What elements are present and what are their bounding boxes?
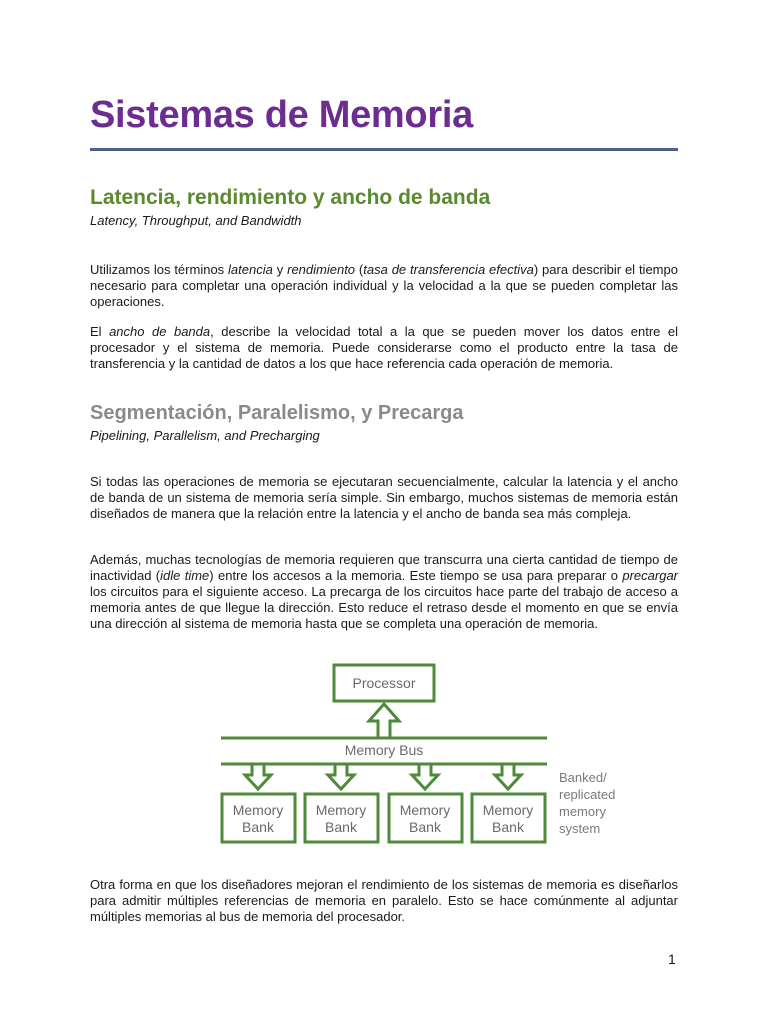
memory-bank-label-4a: Memory (482, 802, 534, 818)
section-subtitle-pipelining: Pipelining, Parallelism, and Precharging (90, 428, 320, 443)
processor-up-arrow (369, 704, 399, 737)
paragraph-latency-terms (90, 262, 678, 310)
memory-bank-label-3a: Memory (399, 802, 451, 818)
term-idle-time: idle time (160, 568, 210, 583)
memory-bank-label-1b: Bank (242, 819, 274, 835)
memory-bank-box-2 (305, 794, 378, 842)
memory-bus-label: Memory Bus (344, 742, 424, 758)
page-title: Sistemas de Memoria (90, 94, 473, 136)
section-heading-latency: Latencia, rendimiento y ancho de banda (90, 186, 491, 209)
memory-bank-box-1 (222, 794, 295, 842)
term-rendimiento: rendimiento (287, 262, 356, 277)
memory-bank-label-2b: Bank (325, 819, 357, 835)
bank-down-arrow-1 (245, 765, 271, 789)
page-number: 1 (668, 951, 676, 967)
text-run: , describe la velocidad total a la que se pueden mover los datos entre el procesador y el sistema de memoria. Puede considerarse como el producto entre la tasa de transferencia y la cantidad de datos a los que hace referencia cada operación de memoria. (90, 324, 678, 371)
term-tasa: tasa de transferencia efectiva (363, 262, 534, 277)
memory-bank-box-4 (472, 794, 545, 842)
text-run: Utilizamos los términos (90, 262, 229, 277)
paragraph-bandwidth (90, 324, 678, 372)
paragraph-sequential: Si todas las operaciones de memoria se ejecutaran secuencialmente, calcular la latencia y el ancho de banda de un sistema de memoria sería simple. Sin embargo, muchos sistemas de memoria están diseñados de manera que la relación entre la latencia y el ancho de banda sea más compleja. (90, 474, 678, 521)
section-subtitle-latency: Latency, Throughput, and Bandwidth (90, 213, 302, 228)
memory-bank-label-4b: Bank (492, 819, 524, 835)
memory-bank-label-3b: Bank (409, 819, 441, 835)
text-run: los circuitos para el siguiente acceso. La precarga de los circuitos hace parte del trabajo de acceso a memoria antes de que llegue la dirección. Esto reduce el retraso desde el momento en que se envía una dirección al sistema de memoria hasta que se completa una operación de memoria. (90, 584, 678, 631)
text-run: El (90, 324, 110, 339)
side-label-line-4: system (559, 821, 601, 836)
bank-down-arrow-2 (328, 765, 354, 789)
text-run: ) entre los accesos a la memoria. Este tiempo se usa para preparar o (209, 568, 623, 583)
paragraph-parallel-memories: Otra forma en que los diseñadores mejoran el rendimiento de los sistemas de memoria es diseñarlos para admitir múltiples referencias de memoria en paralelo. Esto se hace comúnmente al adjuntar múltiples memorias al bus de memoria del procesador. (90, 877, 678, 924)
memory-bank-box-3 (389, 794, 462, 842)
text-run: ) para describir el tiempo necesario para completar una operación individual y la velocidad a la que se pueden completar las operaciones. (90, 262, 678, 309)
side-label-line-3: memory (559, 804, 606, 819)
side-label-line-1: Banked/ (559, 770, 607, 785)
title-divider (90, 148, 678, 151)
text-run: ( (355, 262, 364, 277)
bank-down-arrow-4 (495, 765, 521, 789)
memory-bank-label-1a: Memory (232, 802, 284, 818)
text-run: Además, muchas tecnologías de memoria requieren que transcurra una cierta cantidad de tiempo de inactividad ( (90, 552, 678, 583)
processor-label: Processor (352, 675, 416, 691)
term-precargar: precargar (622, 568, 678, 583)
term-ancho-de-banda: ancho de banda (109, 324, 211, 339)
memory-bank-label-2a: Memory (315, 802, 367, 818)
processor-box (334, 665, 434, 701)
text-run: y (272, 262, 288, 277)
section-heading-pipelining: Segmentación, Paralelismo, y Precarga (90, 402, 464, 424)
side-label-line-2: replicated (559, 787, 616, 802)
bank-down-arrow-3 (412, 765, 438, 789)
paragraph-idle-time (90, 552, 678, 632)
term-latencia: latencia (228, 262, 273, 277)
